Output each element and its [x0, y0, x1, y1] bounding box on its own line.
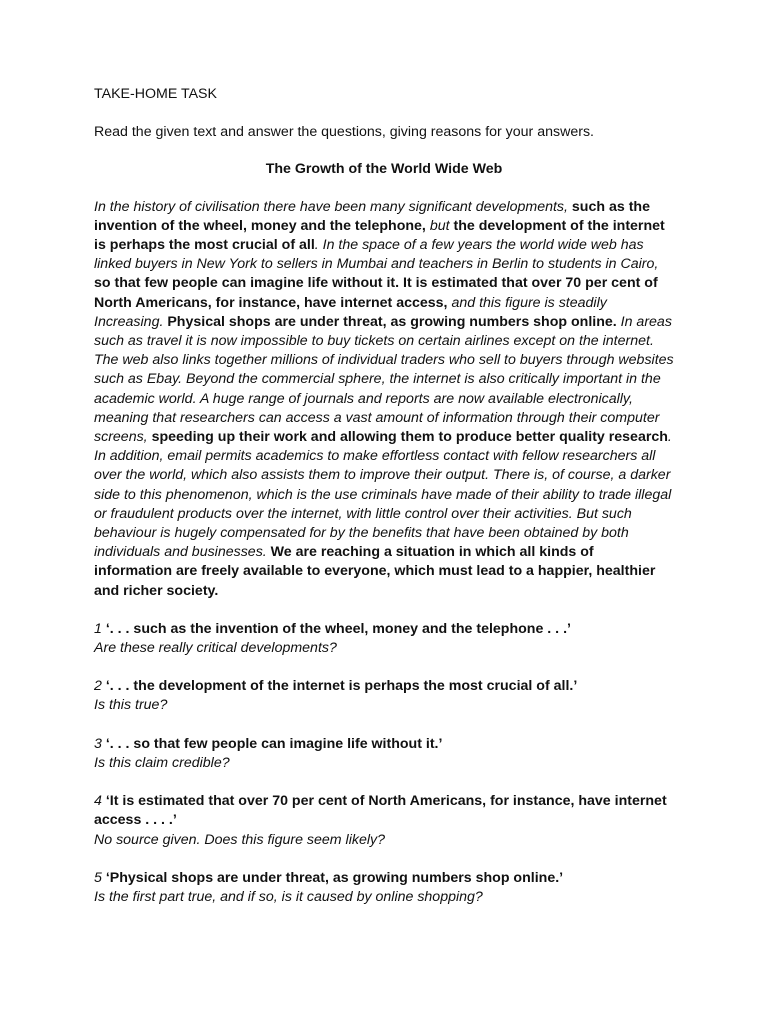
question-quote-line: [94, 869, 674, 888]
text-title: The Growth of the World Wide Web: [265, 161, 503, 178]
passage-segment: Physical shops are under threat, as growing numbers shop online.: [167, 313, 621, 330]
question-number: 3: [94, 735, 106, 752]
passage-segment: so that few people can imagine life without it. It is estimated that over 70 per cent of North Americans, for instance, have internet access,: [94, 275, 658, 311]
question-quote: ‘Physical shops are under threat, as growing numbers shop online.’: [105, 869, 564, 886]
question-number: 2: [94, 678, 106, 695]
passage-segment: In the history of civilisation there have been many significant developments,: [94, 198, 572, 215]
question-5: [94, 869, 674, 907]
question-quote: ‘It is estimated that over 70 per cent of North Americans, for instance, have internet access . . . .’: [94, 793, 667, 829]
question-4: [94, 792, 674, 850]
question-quote-line: [94, 620, 674, 639]
question-3: [94, 735, 674, 773]
passage-segment: . In the space of a few years the world wide web has linked buyers in New York to sellers in Mumbai and teachers in Berlin to students in Cairo,: [94, 237, 659, 273]
question-number: 1: [94, 620, 106, 637]
question-quote: ‘. . . the development of the internet is perhaps the most crucial of all.’: [105, 678, 578, 695]
question-quote-line: [94, 677, 674, 696]
question-2: [94, 677, 674, 715]
question-quote-line: [94, 735, 674, 754]
question-1: [94, 620, 674, 658]
passage-segment: . In addition, email permits academics to make effortless contact with fellow researchers all over the world, which also assists them to improve their output. There is, of course, a darker side to this phenomenon, which is the use criminals have made of their ability to trade illegal or fraudulent products over the internet, with little control over their activities. But such behaviour is hugely compensated for by the benefits that have been obtained by both individuals and businesses.: [94, 429, 672, 561]
question-prompt: Are these really critical developments?: [94, 640, 337, 657]
passage-segment: the development of the internet is perhaps the most crucial of all: [94, 217, 665, 254]
passage-segment: speeding up their work and allowing them to produce better quality research: [151, 429, 668, 446]
passage-segment: but: [429, 217, 454, 234]
task-heading: TAKE-HOME TASK: [94, 86, 217, 102]
question-prompt: Is the first part true, and if so, is it caused by online shopping?: [94, 888, 483, 905]
passage-segment: We are reaching a situation in which all kinds of information are freely available to everyone, which must lead to a happier, healthier and richer society.: [94, 544, 656, 599]
passage-segment: such as the invention of the wheel, money and the telephone,: [94, 198, 650, 234]
question-prompt: Is this claim credible?: [94, 754, 230, 771]
task-instructions: Read the given text and answer the questions, giving reasons for your answers.: [94, 124, 594, 141]
question-prompt: No source given. Does this figure seem likely?: [94, 831, 385, 848]
question-quote: ‘. . . such as the invention of the wheel, money and the telephone . . .’: [105, 620, 571, 637]
question-quote-line: [94, 792, 674, 830]
passage-segment: and this figure is steadily Increasing.: [94, 294, 607, 330]
passage-segment: In areas such as travel it is now impossible to buy tickets on certain airlines except on the internet. The web also links together millions of individual traders who sell to buyers through websites such as Ebay. Beyond the commercial sphere, the internet is also critically important in the academic world. A huge range of journals and reports are now available electronically, meaning that researchers can access a vast amount of information through their computer screens,: [94, 313, 674, 446]
question-quote: ‘. . . so that few people can imagine life without it.’: [105, 735, 443, 752]
question-number: 5: [94, 869, 106, 886]
question-number: 4: [94, 793, 106, 810]
passage: [94, 198, 674, 601]
question-prompt: Is this true?: [94, 697, 168, 714]
